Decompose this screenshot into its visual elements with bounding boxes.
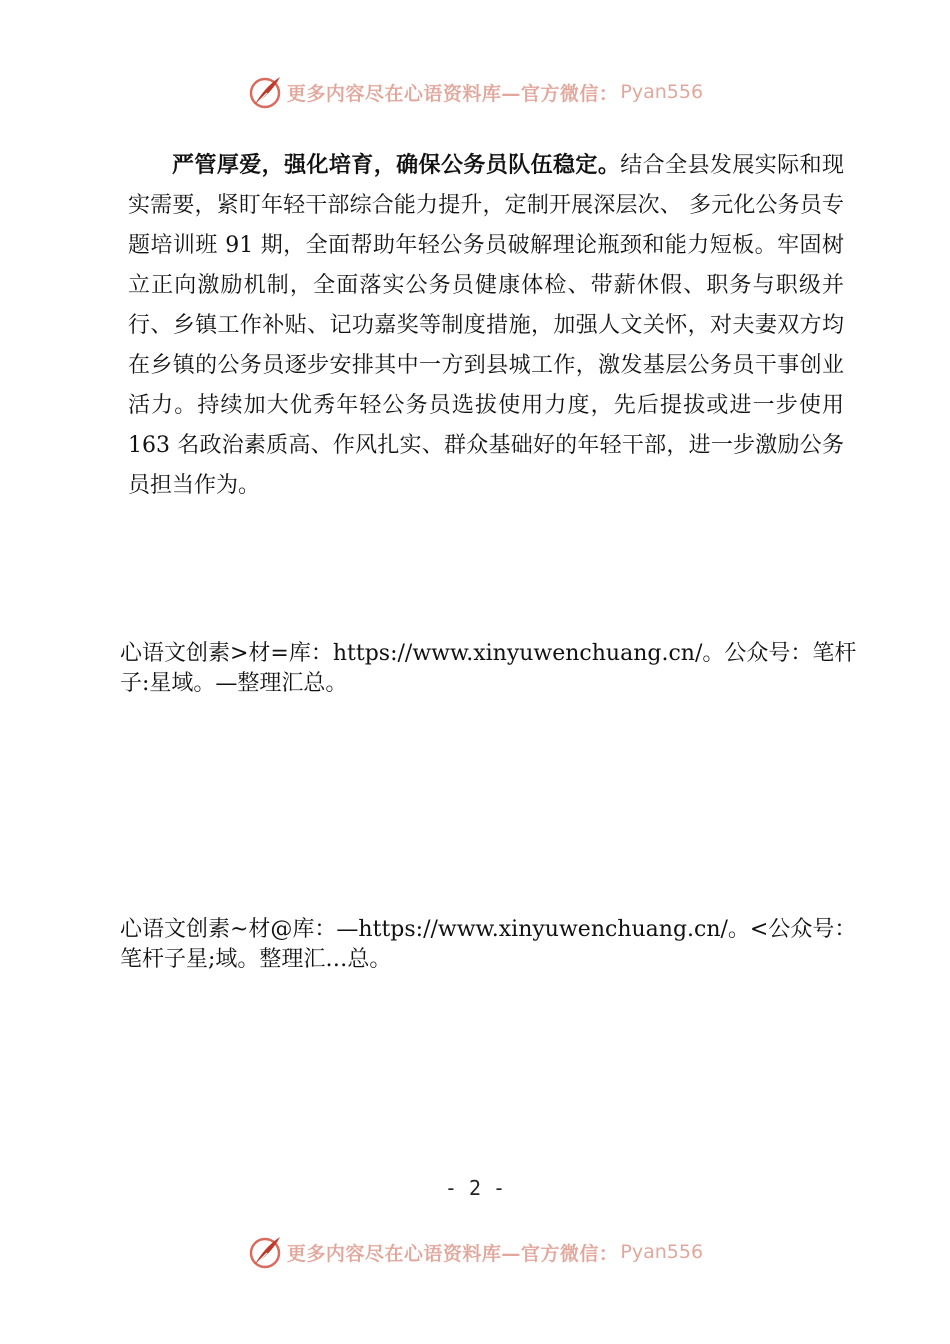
source-note-2: 心语文创素~材@库：—https://www.xinyuwenchuang.cn/。<公众号：笔杆子星;域。整理汇…总。 bbox=[120, 917, 857, 972]
quill-logo-icon bbox=[247, 1234, 283, 1270]
wechat-id: Pyan556 bbox=[620, 81, 704, 103]
banner-text: 更多内容尽在心语资料库—官方微信： bbox=[286, 82, 619, 105]
paragraph-lead: 严管厚爱，强化培育，确保公务员队伍稳定。 bbox=[172, 153, 621, 178]
source-note-1: 心语文创素>材=库：https://www.xinyuwenchuang.cn/。公众号：笔杆子:星域。—整理汇总。 bbox=[120, 641, 857, 696]
body-paragraph bbox=[128, 146, 844, 506]
page-number: - 2 - bbox=[444, 1176, 506, 1200]
paragraph-text: 结合全县发展实际和现实需要，紧盯年轻干部综合能力提升，定制开展深层次、 多元化公务员专题培训班 91 期，全面帮助年轻公务员破解理论瓶颈和能力短板。牢固树立正向激励机制，全面落实公务员健康体检、带薪休假、职务与职级并行、乡镇工作补贴、记功嘉奖等制度措施，加强人文关怀，对夫妻双方均在乡镇的公务员逐步安排其中一方到县城工作，激发基层公务员干事创业活力。持续加大优秀年轻公务员选拔使用力度，先后提拔或进一步使用 163 名政治素质高、作风扎实、群众基础好的年轻干部，进一步激励公务员担当作为。 bbox=[128, 153, 844, 498]
quill-logo-icon bbox=[247, 74, 283, 110]
banner-text: 更多内容尽在心语资料库—官方微信： bbox=[286, 1242, 619, 1265]
wechat-id: Pyan556 bbox=[620, 1241, 704, 1263]
header-banner bbox=[0, 70, 950, 114]
footer-banner bbox=[0, 1230, 950, 1274]
